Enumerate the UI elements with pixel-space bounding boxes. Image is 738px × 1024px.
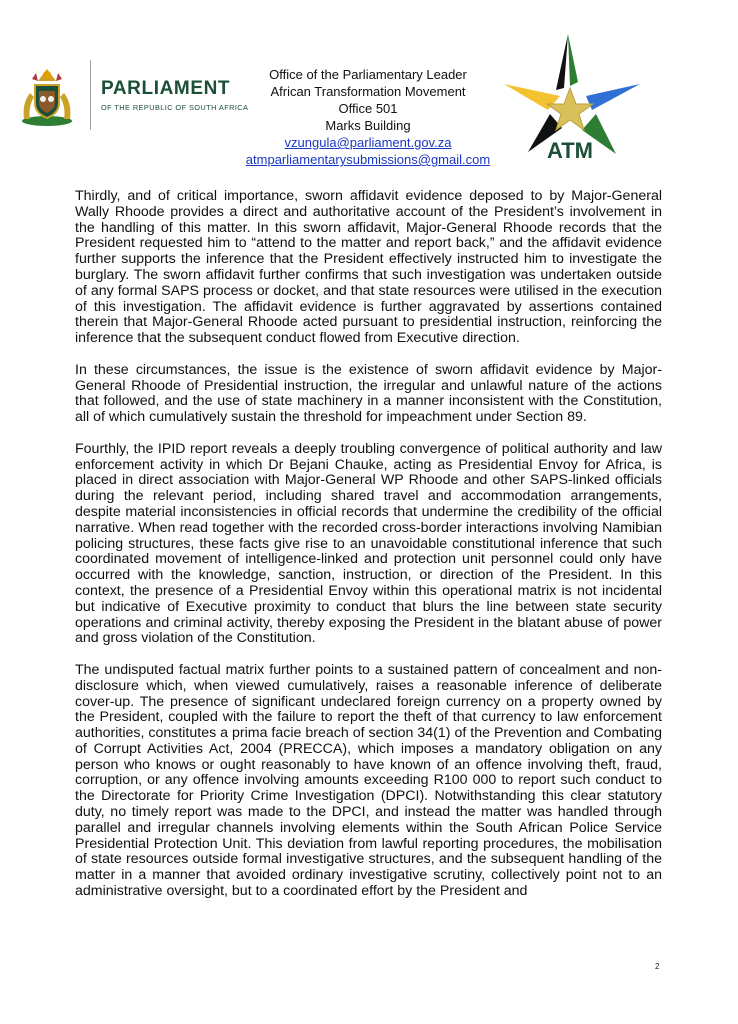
office-line: Office of the Parliamentary Leader xyxy=(269,67,467,82)
office-line: Marks Building xyxy=(325,118,411,133)
email-link-parliament[interactable]: vzungula@parliament.gov.za xyxy=(284,135,452,150)
office-address xyxy=(228,66,508,168)
letter-body xyxy=(75,189,662,916)
parliament-name: PARLIAMENT xyxy=(101,77,231,99)
paragraph: Fourthly, the IPID report reveals a deeply troubling convergence of political authority and law enforcement activity in which Dr Bejani Chauke, acting as Presidential Envoy for Africa, is placed in direct association with Major-General WP Rhoode and other SAPS-linked officials during the relevant period, including shared travel and accommodation arrangements, despite material inconsistencies in official records that undermine the credibility of the official narrative. When read together with the recorded cross-border interactions involving Namibian policing structures, these facts give rise to an unavoidable constitutional inference that such coordinated movement of intelligence-linked and protection unit personnel could only have occurred with the knowledge, sanction, instruction, or direction of the President. In this context, the presence of a Presidential Envoy within this operational matrix is not incidental but indicative of Executive proximity to conduct that blurs the line between state security operations and criminal activity, thereby exposing the President in the blatant abuse of power and gross violation of the Constitution. xyxy=(75,440,662,647)
paragraph: The undisputed factual matrix further points to a sustained pattern of concealment and non-disclosure which, when viewed cumulatively, raises a reasonable inference of deliberate cover-up. The presence of significant undeclared foreign currency on a property owned by the President, coupled with the failure to report the theft of that currency to law enforcement authorities, constitutes a prima facie breach of section 34(1) of the Prevention and Combating of Corrupt Activities Act, 2004 (PRECCA), which imposes a mandatory obligation on any person who knows or ought reasonably to have known of an offence involving theft, fraud, corruption, or any offence involving amounts exceeding R100 000 to report such conduct to the Directorate for Priority Crime Investigation (DPCI). Notwithstanding this clear statutory duty, no timely report was made to the DPCI, and instead the matter was handled through parallel and irregular channels involving elements within the South African Police Service Presidential Protection Unit. This deviation from lawful reporting procedures, the mobilisation of state resources outside formal investigative structures, and the subsequent handling of the matter in a manner that avoided ordinary investigative scrutiny, collectively point not to an administrative oversight, but to a coordinated effort by the President and xyxy=(75,661,662,900)
letterhead xyxy=(0,0,738,175)
page-number: 2 xyxy=(655,962,660,971)
coat-of-arms-icon xyxy=(18,63,76,127)
atm-star-icon xyxy=(500,30,645,165)
paragraph: Thirdly, and of critical importance, sworn affidavit evidence deposed to by Major-General Wally Rhoode provides a direct and authoritative account of the President’s involvement in the handling of this matter. In this sworn affidavit, Major-General Rhoode records that the President requested him to “attend to the matter and report back,” and the affidavit evidence further supports the inference that the President effectively instructed him to investigate the burglary. The sworn affidavit further confirms that such investigation was undertaken outside of any formal SAPS process or docket, and that state resources were utilised in the execution of this investigation. The affidavit evidence is further aggravated by assertions contained therein that Major-General Rhoode acted pursuant to presidential instruction, reinforcing the inference that the subsequent conduct flowed from Executive direction. xyxy=(75,188,662,347)
parliament-divider xyxy=(90,60,91,130)
office-line: African Transformation Movement xyxy=(270,84,466,99)
email-link-submissions[interactable]: atmparliamentarysubmissions@gmail.com xyxy=(245,152,491,167)
parliament-logo xyxy=(18,60,248,130)
parliament-subtitle: OF THE REPUBLIC OF SOUTH AFRICA xyxy=(101,102,249,112)
office-line: Office 501 xyxy=(338,101,398,116)
atm-logo-text: ATM xyxy=(546,138,594,163)
paragraph: In these circumstances, the issue is the existence of sworn affidavit evidence by Major-General Rhoode of Presidential instruction, the irregular and unlawful nature of the actions that followed, and the use of state machinery in a manner inconsistent with the Constitution, all of which cumulatively sustain the threshold for impeachment under Section 89. xyxy=(75,361,662,426)
parliament-wordmark xyxy=(101,79,248,112)
